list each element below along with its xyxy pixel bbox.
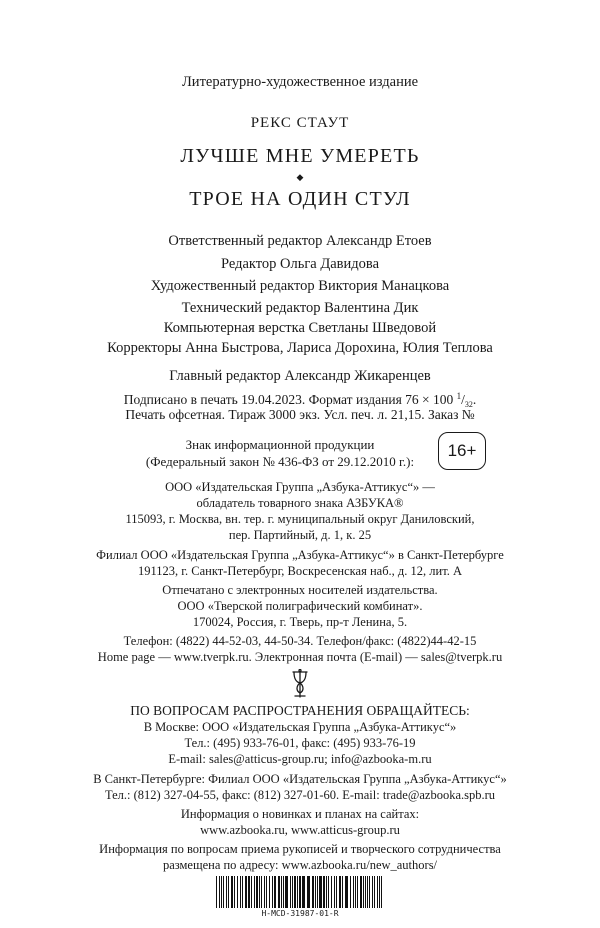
genre-label: Литературно-художественное издание bbox=[181, 74, 419, 90]
barcode-bar bbox=[245, 876, 247, 908]
barcode-bar bbox=[369, 876, 370, 908]
barcode-bar bbox=[326, 876, 327, 908]
barcode-bar bbox=[307, 876, 310, 908]
barcode-bar bbox=[299, 876, 301, 908]
info-sign-law: (Федеральный закон № 436-ФЗ от 29.12.2010 г.): bbox=[145, 454, 415, 469]
publisher-line: ООО «Тверской полиграфический комбинат». bbox=[177, 599, 423, 613]
barcode-bar bbox=[237, 876, 238, 908]
barcode-bar bbox=[248, 876, 250, 908]
barcode-bar bbox=[234, 876, 235, 908]
barcode-bar bbox=[274, 876, 276, 908]
format-fraction-slash: / bbox=[461, 392, 465, 407]
barcode-bar bbox=[216, 876, 217, 908]
credit-line: Компьютерная верстка Светланы Шведовой bbox=[163, 320, 437, 336]
barcode-bar bbox=[261, 876, 262, 908]
publisher-line: обладатель товарного знака АЗБУКА® bbox=[196, 496, 404, 510]
barcode-bar bbox=[372, 876, 373, 908]
credit-line: Ответственный редактор Александр Етоев bbox=[168, 233, 432, 249]
barcode-bar bbox=[315, 876, 316, 908]
print-details: Печать офсетная. Тираж 3000 экз. Усл. печ. л. 21,15. Заказ № bbox=[125, 407, 475, 422]
barcode-bar bbox=[365, 876, 366, 908]
barcode-bar bbox=[363, 876, 364, 908]
barcode-bar bbox=[302, 876, 305, 908]
publisher-line: Home page — www.tverpk.ru. Электронная почта (E-mail) — sales@tverpk.ru bbox=[97, 650, 503, 664]
barcode-bar bbox=[242, 876, 243, 908]
age-rating-badge: 16+ bbox=[438, 432, 486, 470]
signed-suffix: . bbox=[472, 392, 477, 407]
distribution-line: В Санкт-Петербурге: Филиал ООО «Издательская Группа „Азбука-Аттикус“» bbox=[93, 772, 507, 786]
distribution-line: Информация по вопросам приема рукописей и творческого сотрудничества bbox=[99, 842, 501, 856]
barcode-bar bbox=[240, 876, 241, 908]
publisher-line: 115093, г. Москва, вн. тер. г. муниципальный округ Даниловский, bbox=[125, 512, 475, 526]
barcode-bar bbox=[331, 876, 332, 908]
barcode-bar bbox=[353, 876, 354, 908]
credit-line: Редактор Ольга Давидова bbox=[220, 256, 380, 272]
barcode-bar bbox=[319, 876, 322, 908]
barcode-bar bbox=[342, 876, 343, 908]
barcode-bar bbox=[357, 876, 358, 908]
barcode-bar bbox=[221, 876, 222, 908]
book-title-2: ТРОЕ НА ОДИН СТУЛ bbox=[189, 188, 411, 210]
publisher-line: Отпечатано с электронных носителей издательства. bbox=[162, 583, 438, 597]
barcode-bar bbox=[294, 876, 296, 908]
barcode-bar bbox=[367, 876, 368, 908]
barcode-bar bbox=[266, 876, 267, 908]
distribution-line: Информация о новинках и планах на сайтах: bbox=[180, 807, 420, 821]
barcode-bar bbox=[283, 876, 284, 908]
barcode-bar bbox=[381, 876, 382, 908]
publisher-line: пер. Партийный, д. 1, к. 25 bbox=[228, 528, 372, 542]
barcode-bar bbox=[355, 876, 356, 908]
barcode-bar bbox=[254, 876, 255, 908]
barcode-bar bbox=[334, 876, 335, 908]
barcode-bar bbox=[297, 876, 298, 908]
barcode-bar bbox=[290, 876, 291, 908]
distribution-line: www.azbooka.ru, www.atticus-group.ru bbox=[200, 823, 400, 837]
barcode-bar bbox=[278, 876, 280, 908]
barcode-bar bbox=[360, 876, 362, 908]
barcode-bar bbox=[317, 876, 318, 908]
barcode-bar bbox=[226, 876, 227, 908]
format-fraction-denominator: 32 bbox=[464, 400, 473, 409]
publisher-line: 170024, Россия, г. Тверь, пр-т Ленина, 5. bbox=[192, 615, 408, 629]
barcode-bar bbox=[339, 876, 341, 908]
barcode-bar bbox=[345, 876, 348, 908]
distribution-line: E-mail: sales@atticus-group.ru; info@azbooka-m.ru bbox=[168, 752, 432, 766]
barcode-bar bbox=[272, 876, 273, 908]
barcode-bar bbox=[374, 876, 375, 908]
barcode-bar bbox=[350, 876, 351, 908]
barcode-icon bbox=[215, 876, 385, 908]
publisher-line: Телефон: (4822) 44-52-03, 44-50-34. Телефон/факс: (4822)44-42-15 bbox=[123, 634, 477, 648]
publisher-monogram-icon bbox=[288, 669, 312, 699]
barcode-bar bbox=[264, 876, 265, 908]
barcode-bar bbox=[228, 876, 229, 908]
distribution-line: Тел.: (495) 933-76-01, факс: (495) 933-76-19 bbox=[184, 736, 416, 750]
barcode-bar bbox=[379, 876, 380, 908]
barcode-bar bbox=[285, 876, 288, 908]
distribution-line: В Москве: ООО «Издательская Группа „Азбука-Аттикус“» bbox=[143, 720, 457, 734]
book-title-1: ЛУЧШЕ МНЕ УМЕРЕТЬ bbox=[180, 145, 420, 167]
barcode-bar bbox=[292, 876, 293, 908]
title-separator: ◆ bbox=[296, 172, 304, 182]
author-name: РЕКС СТАУТ bbox=[250, 115, 350, 131]
barcode-bar bbox=[336, 876, 337, 908]
distribution-line: размещена по адресу: www.azbooka.ru/new_authors/ bbox=[162, 858, 438, 872]
barcode-bar bbox=[259, 876, 260, 908]
format-fraction-numerator: 1 bbox=[456, 391, 462, 401]
barcode-bar bbox=[231, 876, 233, 908]
credit-line: Технический редактор Валентина Дик bbox=[181, 300, 419, 316]
credit-line: Корректоры Анна Быстрова, Лариса Дорохина, Юлия Теплова bbox=[107, 340, 493, 356]
distribution-line: Тел.: (812) 327-04-55, факс: (812) 327-01-60. E-mail: trade@azbooka.spb.ru bbox=[104, 788, 496, 802]
barcode-bar bbox=[256, 876, 258, 908]
barcode-bar bbox=[328, 876, 329, 908]
barcode-bar bbox=[219, 876, 220, 908]
credit-line: Художественный редактор Виктория Манацкова bbox=[150, 278, 450, 294]
barcode-bar bbox=[251, 876, 252, 908]
barcode-bar bbox=[377, 876, 378, 908]
publisher-line: ООО «Издательская Группа „Азбука-Аттикус“» — bbox=[165, 480, 435, 494]
barcode-bar bbox=[269, 876, 270, 908]
publisher-line: 191123, г. Санкт-Петербург, Воскресенская наб., д. 12, лит. А bbox=[137, 564, 463, 578]
signed-text: Подписано в печать 19.04.2023. Формат издания 76 × 100 bbox=[123, 392, 457, 407]
barcode-code: H-MCD-31987-01-R bbox=[261, 909, 339, 918]
publisher-line: Филиал ООО «Издательская Группа „Азбука-Аттикус“» в Санкт-Петербурге bbox=[96, 548, 504, 562]
info-sign-label: Знак информационной продукции bbox=[185, 437, 375, 452]
chief-editor: Главный редактор Александр Жикаренцев bbox=[169, 368, 431, 384]
barcode-bar bbox=[223, 876, 224, 908]
distribution-heading: ПО ВОПРОСАМ РАСПРОСТРАНЕНИЯ ОБРАЩАЙТЕСЬ: bbox=[130, 703, 470, 718]
barcode-bar bbox=[312, 876, 314, 908]
barcode-bar bbox=[323, 876, 325, 908]
barcode-bar bbox=[281, 876, 282, 908]
